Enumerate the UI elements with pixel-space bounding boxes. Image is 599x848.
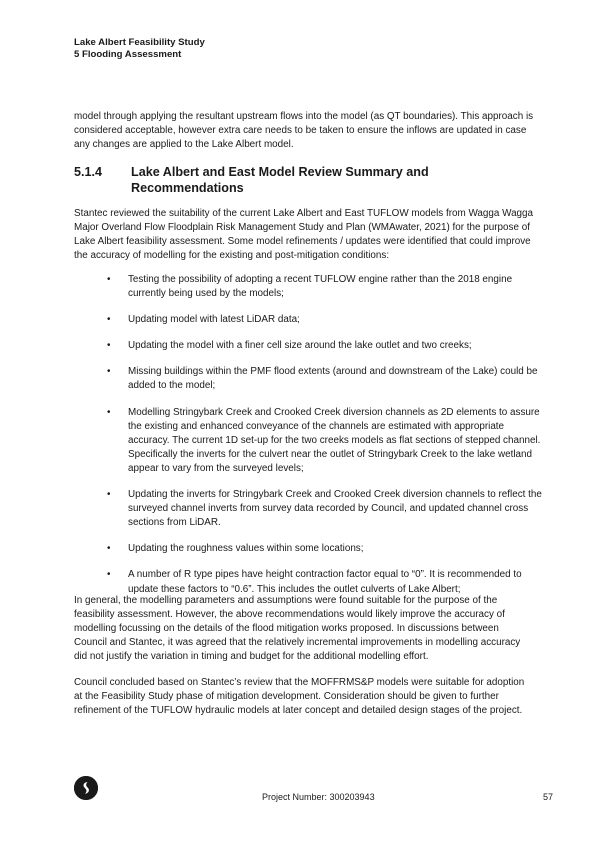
list-item-text: Modelling Stringybark Creek and Crooked Creek diversion channels as 2D elements to assure the existing and enhanced conveyance of the channels are estimated with appropriate accuracy. The current 1D set-up for the two creeks models as flat sections of stepped channel. Specifically the inverts for the culvert near the outlet of Stringybark Creek to the lake wetland appear to vary from the surveyed levels; <box>128 406 541 474</box>
header-chapter-title: 5 Flooding Assessment <box>74 49 182 60</box>
list-item <box>74 488 544 530</box>
conclusion-paragraph: Council concluded based on Stantec’s review that the MOFFRMS&P models were suitable for adoption at the Feasibility Study phase of mitigation development. Consideration should be given to further refinement of the TUFLOW hydraulic models at later concept and detailed design stages of the project. <box>74 677 525 717</box>
section-title: Lake Albert and East Model Review Summary and Recommendations <box>131 165 429 195</box>
intro-paragraph: model through applying the resultant upstream flows into the model (as QT boundaries). This approach is considered acceptable, however extra care needs to be taken to ensure the inflows are updated in case any changes are applied to the Lake Albert model. <box>74 111 534 151</box>
list-item-text: Missing buildings within the PMF flood extents (around and downstream of the Lake) could be added to the model; <box>128 366 538 392</box>
bullet-icon: • <box>107 489 111 501</box>
review-paragraph: Stantec reviewed the suitability of the current Lake Albert and East TUFLOW models from Wagga Wagga Major Overland Flow Floodplain Risk Management Study and Plan (WMAwater, 2021) for the purpose of Lake Albert feasibility assessment. Some model refinements / updates were identified that could improve the accuracy of modelling for the existing and post-mitigation conditions: <box>74 208 534 262</box>
project-number: Project Number: 300203943 <box>262 792 375 802</box>
bullet-icon: • <box>107 274 111 285</box>
running-header <box>74 37 205 61</box>
list-item-text: Testing the possibility of adopting a recent TUFLOW engine rather than the 2018 engine currently being used by the models; <box>128 274 513 300</box>
list-item-text: Updating the roughness values within some locations; <box>128 543 364 555</box>
recommendations-list <box>74 273 544 609</box>
list-item-text: Updating the model with a finer cell size around the lake outlet and two creeks; <box>128 340 472 352</box>
list-item-text: Updating model with latest LiDAR data; <box>128 314 300 326</box>
stantec-logo-icon <box>74 776 98 800</box>
header-document-title: Lake Albert Feasibility Study <box>74 37 205 48</box>
list-item <box>74 365 544 393</box>
bullet-icon: • <box>107 569 111 581</box>
bullet-icon: • <box>107 406 111 418</box>
page-number: 57 <box>543 792 554 802</box>
list-item-text: A number of R type pipes have height contraction factor equal to “0”. It is recommended to update these factors to “0.6”. This includes the outlet culverts of Lake Albert; <box>128 569 522 595</box>
list-item-text: Updating the inverts for Stringybark Creek and Crooked Creek diversion channels to reflect the surveyed channel inverts from survey data recorded by Council, and updated channel cross sections from LiDAR. <box>128 489 542 529</box>
bullet-icon: • <box>107 366 111 378</box>
bullet-icon: • <box>107 340 111 352</box>
section-number: 5.1.4 <box>74 165 103 179</box>
list-item <box>74 273 544 301</box>
list-item <box>74 542 544 556</box>
bullet-icon: • <box>107 543 111 555</box>
assessment-paragraph: In general, the modelling parameters and assumptions were found suitable for the purpose of the feasibility assessment. However, the above recommendations would likely improve the accuracy of modelling focussing on the details of the flood mitigation works proposed. In discussions between Council and Stantec, it was agreed that the relatively incremental improvements in modelling accuracy did not justify the variation in timing and budget for the additional modelling effort. <box>74 595 521 663</box>
list-item <box>74 339 544 353</box>
bullet-icon: • <box>107 314 111 326</box>
list-item <box>74 568 544 596</box>
list-item <box>74 406 544 476</box>
list-item <box>74 313 544 327</box>
